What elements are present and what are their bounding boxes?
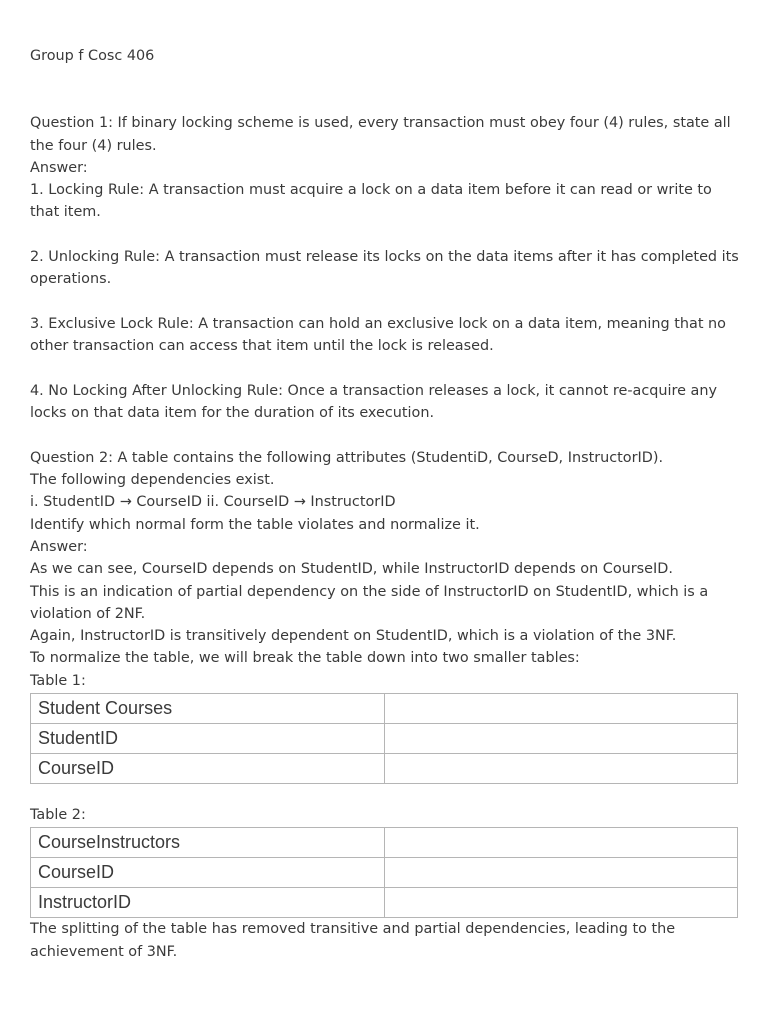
table-row	[31, 694, 738, 724]
table-cell: CourseID	[31, 858, 385, 888]
rule-4: 4. No Locking After Unlocking Rule: Once a transaction releases a lock, it cannot re-acquire any locks on that data item for the duration of its execution.	[30, 382, 718, 422]
rule-3: 3. Exclusive Lock Rule: A transaction can hold an exclusive lock on a data item, meaning that no other transaction can access that item until the lock is released.	[30, 315, 726, 355]
table-row	[31, 858, 738, 888]
table-cell	[384, 724, 738, 754]
table-cell	[384, 888, 738, 918]
answer-2-line: As we can see, CourseID depends on StudentID, while InstructorID depends on CourseID.	[30, 561, 673, 578]
table-2-label: Table 2:	[30, 807, 86, 824]
question-2-task: Identify which normal form the table violates and normalize it.	[30, 516, 480, 533]
table-1	[30, 693, 738, 784]
table-cell: CourseInstructors	[31, 828, 385, 858]
table-cell: StudentID	[31, 724, 385, 754]
rule-1: 1. Locking Rule: A transaction must acquire a lock on a data item before it can read or write to that item.	[30, 182, 712, 221]
dependencies-intro: The following dependencies exist.	[30, 472, 275, 489]
dependencies-list: i. StudentID → CourseID ii. CourseID → InstructorID	[30, 494, 396, 511]
table-row	[31, 828, 738, 858]
answer-2-line: To normalize the table, we will break the table down into two smaller tables:	[30, 650, 580, 667]
table-cell: Student Courses	[31, 694, 385, 724]
table-2	[30, 827, 738, 918]
rule-2: 2. Unlocking Rule: A transaction must release its locks on the data items after it has completed its operations.	[30, 249, 739, 288]
answer-2-line: This is an indication of partial dependency on the side of InstructorID on StudentID, which is a violation of 2NF.	[30, 583, 709, 622]
table-cell: CourseID	[31, 754, 385, 784]
document-title: Group f Cosc 406	[30, 48, 155, 64]
answer-2-line: Again, InstructorID is transitively dependent on StudentID, which is a violation of the 3NF.	[30, 628, 677, 645]
table-cell	[384, 754, 738, 784]
answer-2-label: Answer:	[30, 538, 88, 555]
conclusion-text: The splitting of the table has removed transitive and partial dependencies, leading to the achievement of 3NF.	[30, 921, 676, 960]
question-2-text: Question 2: A table contains the following attributes (StudentiD, CourseD, InstructorID).	[30, 449, 664, 466]
table-cell	[384, 694, 738, 724]
question-1-text: Question 1: If binary locking scheme is used, every transaction must obey four (4) rules, state all the four (4) rules.	[30, 115, 731, 154]
answer-1-label: Answer:	[30, 159, 88, 176]
table-row	[31, 754, 738, 784]
table-cell: InstructorID	[31, 888, 385, 918]
table-cell	[384, 858, 738, 888]
document-body	[30, 45, 742, 963]
table-row	[31, 724, 738, 754]
table-cell	[384, 828, 738, 858]
table-row	[31, 888, 738, 918]
table-1-label: Table 1:	[30, 672, 86, 689]
